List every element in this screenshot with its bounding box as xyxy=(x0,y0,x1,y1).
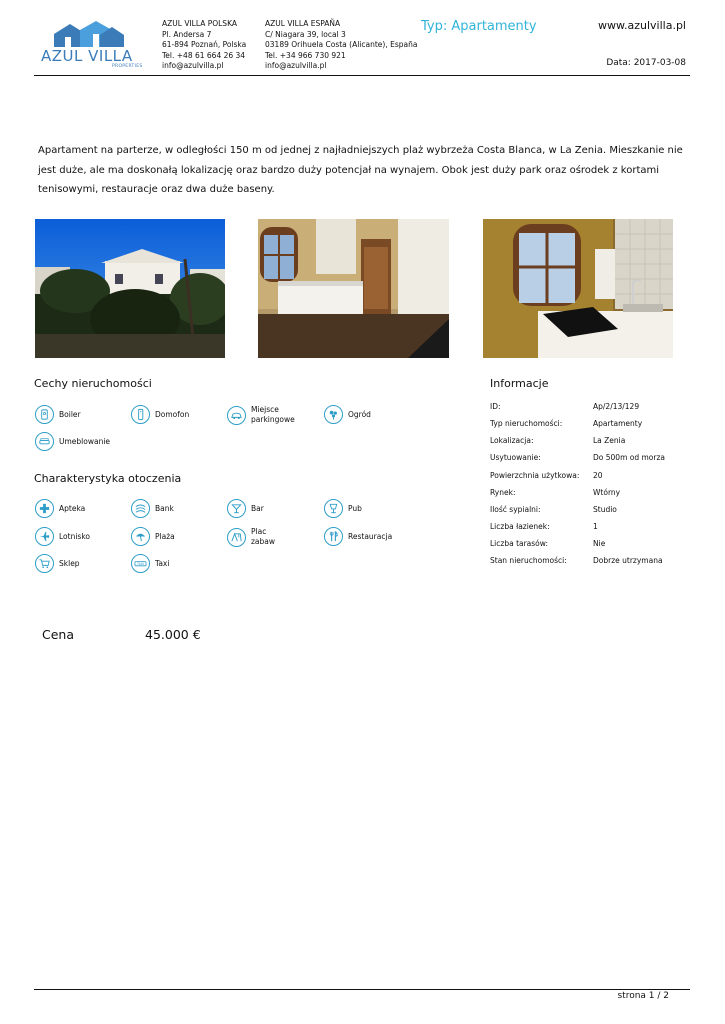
surrounding-item-bar xyxy=(227,499,264,518)
surrounding-label: Bar xyxy=(251,503,264,513)
cocktail-icon xyxy=(227,499,246,518)
beach-umbrella-icon xyxy=(131,527,150,546)
info-key: ID: xyxy=(490,402,501,411)
polska-line: 61-894 Poznań, Polska xyxy=(162,40,247,49)
bank-icon xyxy=(131,499,150,518)
feature-label: Boiler xyxy=(59,409,81,419)
info-key: Typ nieruchomości: xyxy=(490,419,563,428)
photo-interior-kitchen[interactable] xyxy=(258,219,449,358)
espana-line: Tel. +34 966 730 921 xyxy=(265,50,346,60)
price-label: Cena xyxy=(42,627,75,642)
feature-label: Ogród xyxy=(348,409,371,419)
website-link[interactable]: www.azulvilla.pl xyxy=(598,19,686,32)
info-value: 1 xyxy=(593,522,598,531)
airplane-icon xyxy=(35,527,54,546)
info-title: Informacje xyxy=(490,377,549,390)
cart-icon xyxy=(35,554,54,573)
feature-item-domofon xyxy=(131,405,189,424)
footer-divider xyxy=(34,989,690,990)
surrounding-item-apteka xyxy=(35,499,85,518)
feature-label: Domofon xyxy=(155,409,190,419)
surrounding-label: Plac zabaw xyxy=(251,527,276,546)
price-value: 45.000 € xyxy=(145,627,201,642)
info-value: Dobrze utrzymana xyxy=(593,556,663,565)
photo-interior-cooktop[interactable] xyxy=(483,219,673,358)
info-value: Nie xyxy=(593,539,606,548)
surrounding-label: Bank xyxy=(155,503,174,513)
surrounding-label: Lotnisko xyxy=(59,531,90,541)
logo-text: AZUL VILLA xyxy=(41,47,133,65)
logo-sub: PROPERTIES xyxy=(112,64,143,69)
surrounding-item-lotnisko xyxy=(35,527,90,546)
surrounding-label: Taxi xyxy=(155,558,170,568)
taxi-icon xyxy=(131,554,150,573)
surrounding-item-taxi xyxy=(131,554,169,573)
surrounding-item-plaza xyxy=(131,527,175,546)
surrounding-label: Pub xyxy=(348,503,362,513)
surrounding-label: Plaża xyxy=(155,531,175,541)
polska-email-link[interactable]: info@azulvilla.pl xyxy=(162,61,224,70)
espana-email-link[interactable]: info@azulvilla.pl xyxy=(265,61,327,70)
feature-item-parking xyxy=(227,405,299,425)
polska-line: Tel. +48 61 664 26 34 xyxy=(162,50,246,60)
property-description: Apartament na parterze, w odległości 150 m od jednej z najładniejszych plaż wybrzeża Costa Blanca, w La Zenia. Mieszkanie nie jest duże, ale ma doskonałą lokalizację oraz bardzo duży potencjał na wynajem. Obok jest duży park oraz ośrodek z kortami tenisowymi, restauracje oraz dwa duże baseny. xyxy=(38,145,683,195)
feature-label: Umeblowanie xyxy=(59,436,111,446)
info-value: La Zenia xyxy=(593,436,626,445)
address-polska xyxy=(162,19,246,72)
info-key: Ilość sypialni: xyxy=(490,505,541,514)
address-espana xyxy=(265,19,417,72)
espana-line: 03189 Orihuela Costa (Alicante), España xyxy=(265,40,418,49)
surrounding-label: Apteka xyxy=(59,503,86,513)
surrounding-item-pub xyxy=(324,499,362,518)
feature-item-garden xyxy=(324,405,371,424)
info-value: Apartamenty xyxy=(593,419,643,428)
info-key: Usytuowanie: xyxy=(490,453,541,462)
playground-icon xyxy=(227,528,246,547)
glass-icon xyxy=(324,499,343,518)
info-key: Lokalizacja: xyxy=(490,436,534,445)
logo xyxy=(40,20,143,70)
surrounding-label: Restauracja xyxy=(348,531,393,541)
page-number: strona 1 / 2 xyxy=(617,991,669,1001)
surrounding-item-sklep xyxy=(35,554,80,573)
espana-line: C/ Niagara 39, local 3 xyxy=(265,29,346,39)
photo-exterior[interactable] xyxy=(35,219,225,358)
document-date: Data: 2017-03-08 xyxy=(606,58,686,68)
property-type-title: Typ: Apartamenty xyxy=(421,19,537,34)
feature-label: Miejsce parkingowe xyxy=(251,405,295,424)
svg-text:TAXI: TAXI xyxy=(137,561,144,566)
info-key: Powierzchnia użytkowa: xyxy=(490,471,580,480)
info-key: Stan nieruchomości: xyxy=(490,556,567,565)
car-icon xyxy=(227,406,246,425)
surrounding-item-restauracja xyxy=(324,527,392,546)
info-value: Ap/2/13/129 xyxy=(593,402,640,411)
surroundings-title: Charakterystyka otoczenia xyxy=(34,472,182,485)
info-value: Do 500m od morza xyxy=(593,453,665,462)
polska-line: AZUL VILLA POLSKA xyxy=(162,19,237,28)
intercom-icon xyxy=(131,405,150,424)
cutlery-icon xyxy=(324,527,343,546)
info-key: Liczba tarasów: xyxy=(490,539,549,548)
surrounding-label: Sklep xyxy=(59,558,80,568)
info-value: Wtórny xyxy=(593,488,621,497)
espana-line: AZUL VILLA ESPAÑA xyxy=(265,19,341,28)
info-key: Rynek: xyxy=(490,488,516,497)
boiler-icon xyxy=(35,405,54,424)
surrounding-item-plac-zabaw xyxy=(227,527,283,547)
garden-icon xyxy=(324,405,343,424)
polska-line: Pl. Andersa 7 xyxy=(162,29,212,39)
feature-item-boiler xyxy=(35,405,81,424)
logo-houses-icon xyxy=(40,20,136,48)
info-value: Studio xyxy=(593,505,617,514)
header-divider xyxy=(34,75,690,76)
surrounding-item-bank xyxy=(131,499,174,518)
feature-item-furniture xyxy=(35,432,110,451)
sofa-icon xyxy=(35,432,54,451)
pharmacy-icon xyxy=(35,499,54,518)
info-key: Liczba łazienek: xyxy=(490,522,550,531)
info-value: 20 xyxy=(593,471,603,480)
features-title: Cechy nieruchomości xyxy=(34,377,152,390)
